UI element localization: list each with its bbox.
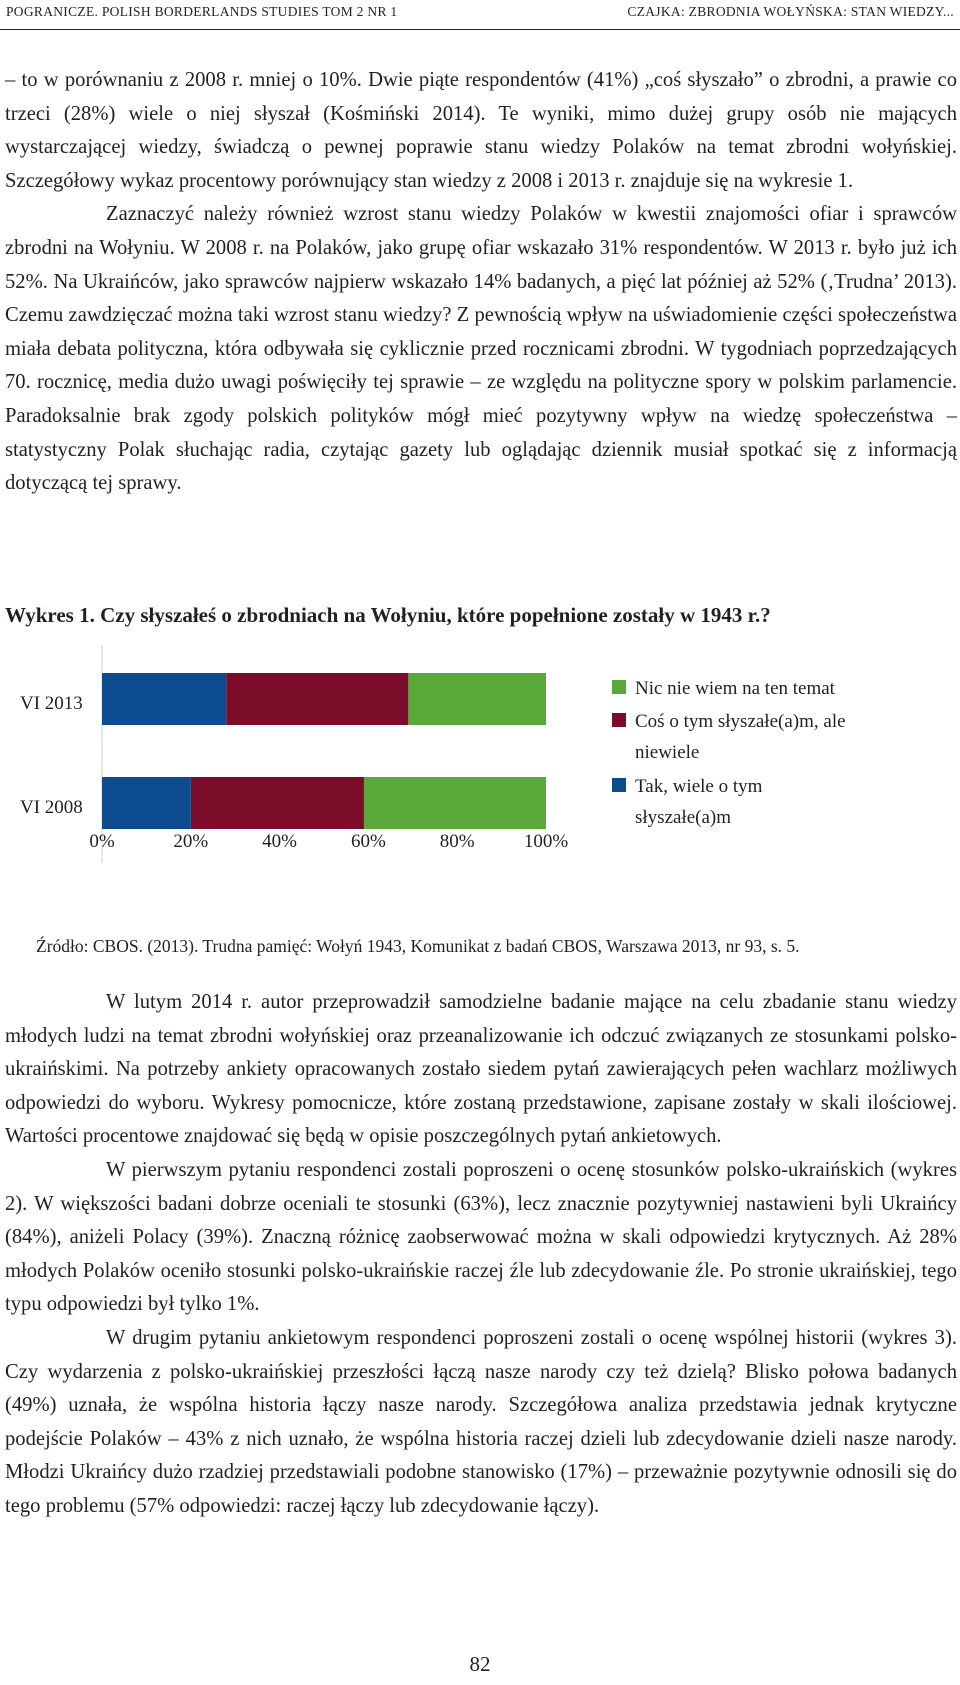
bar-2008-nic — [364, 777, 546, 829]
x-tick-label: 20% — [173, 831, 209, 852]
figure-source: Źródło: CBOS. (2013). Trudna pamięć: Wołyń 1943, Komunikat z badań CBOS, Warszawa 2013, nr 93, s. 5. — [36, 936, 800, 956]
page-number: 82 — [469, 1652, 491, 1676]
x-tick-label: 60% — [350, 831, 386, 852]
x-tick-label: 80% — [439, 831, 475, 852]
legend-label-tak — [635, 776, 763, 828]
legend-label-line: słyszałe(a)m — [635, 807, 732, 828]
legend-label-cos — [635, 711, 846, 763]
body-text-bottom — [5, 986, 957, 1524]
legend-label-line: Tak, wiele o tym — [635, 776, 763, 797]
journal-title: POGRANICZE. POLISH BORDERLANDS STUDIES TOM 2 NR 1 — [6, 4, 398, 19]
x-tick-label: 0% — [89, 831, 115, 852]
x-tick-label: 100% — [523, 831, 569, 852]
bar-2013-nic — [408, 673, 546, 725]
paragraph: Zaznaczyć należy również wzrost stanu wiedzy Polaków w kwestii znajomości ofiar i sprawców zbrodni na Wołyniu. W 2008 r. na Polaków, jako grupę ofiar wskazało 31% respondentów. W 2013 r. było już ich 52%. Na Ukraińców, jako sprawców najpierw wskazało 14% badanych, a pięć lat później aż 52% (‚Trudna’ 2013). Czemu zawdzięczać można taki wzrost stanu wiedzy? Z pewnością wpływ na uświadomienie części społeczeństwa miała debata polityczna, która odbywała się cyklicznie przed rocznicami zbrodni. W tygodniach poprzedzających 70. rocznicę, media dużo uwagi poświęciły tej sprawie – ze względu na polityczne spory w polskim parlamencie. Paradoksalnie brak zgody polskich polityków mógł mieć pozytywny wpływ na wiedzę społeczeństwa – statystyczny Polak słuchając radia, czytając gazety lub oglądając dziennik musiał spotkać się z informacją dotyczącą tej sprawy. — [5, 203, 957, 495]
body-text-top — [5, 64, 957, 501]
bar-2013-cos — [226, 673, 408, 725]
legend-label-line: Coś o tym słyszałe(a)m, ale — [635, 711, 846, 732]
legend-swatch-tak — [612, 778, 626, 792]
bar-2013-tak — [102, 673, 226, 725]
legend-label-nic: Nic nie wiem na ten temat — [635, 678, 835, 699]
legend-label-line: niewiele — [635, 742, 700, 763]
paragraph: – to w porównaniu z 2008 r. mniej o 10%. Dwie piąte respondentów (41%) „coś słyszało” o zbrodni, a prawie co trzeci (28%) wiele o niej słyszał (Kośmiński 2014). Te wyniki, mimo dużej grupy osób nie mających wystarczającej wiedzy, świadczą o pewnej poprawie stanu wiedzy Polaków na temat zbrodni wołyńskiej. Szczegółowy wykaz procentowy porównujący stan wiedzy z 2008 i 2013 r. znajduje się na wykresie 1. — [5, 69, 957, 192]
stacked-bar-chart — [0, 640, 960, 930]
bar-2008-tak — [102, 777, 191, 829]
category-label-0: VI 2013 — [20, 693, 83, 714]
paragraph: W pierwszym pytaniu respondenci zostali poproszeni o ocenę stosunków polsko-ukraińskich (wykres 2). W większości badani dobrze oceniali te stosunki (63%), lecz znacznie pozytywniej nastawieni byli Ukraińcy (84%), aniżeli Polacy (39%). Znaczną różnicę zaobserwować można w skali odpowiedzi krytycznych. Aż 28% młodych Polaków oceniło stosunki polsko-ukraińskie raczej źle lub zdecydowanie źle. Po stronie ukraińskiej, tego typu odpowiedzi był tylko 1%. — [5, 1158, 957, 1316]
running-head — [0, 0, 960, 30]
figure-title: Wykres 1. Czy słyszałeś o zbrodniach na Wołyniu, które popełnione zostały w 1943 r.? — [5, 603, 771, 627]
legend-swatch-cos — [612, 713, 626, 727]
bar-2008-cos — [191, 777, 364, 829]
article-running-title: CZAJKA: ZBRODNIA WOŁYŃSKA: STAN WIEDZY... — [627, 4, 954, 19]
paragraph: W lutym 2014 r. autor przeprowadził samodzielne badanie mające na celu zbadanie stanu wiedzy młodych ludzi na temat zbrodni wołyńskiej oraz przeanalizowanie ich odczuć związanych ze stosunkami polsko-ukraińskimi. Na potrzeby ankiety opracowanych zostało siedem pytań zawierających pełen wachlarz możliwych odpowiedzi do wyboru. Wykresy pomocnicze, które zostaną przedstawione, zapisane zostały w skali ilościowej. Wartości procentowe znajdować się będą w opisie poszczególnych pytań ankietowych. — [5, 991, 957, 1148]
legend-swatch-nic — [612, 680, 626, 694]
paragraph: W drugim pytaniu ankietowym respondenci poproszeni zostali o ocenę wspólnej historii (wykres 3). Czy wydarzenia z polsko-ukraińskiej przeszłości łączą nasze narody czy też dzielą? Blisko połowa badanych (49%) uznała, że wspólna historia łączy nasze narody. Szczegółowa analiza przedstawia jednak krytyczne podejście Polaków – 43% z nich uznało, że wspólna historia raczej dzieli lub zdecydowanie dzieli nasze narody. Młodzi Ukraińcy dużo rzadziej przedstawiali podobne stanowisko (17%) – przeważnie pozytywnie odnosili się do tego problemu (57% odpowiedzi: raczej łączy lub zdecydowanie łączy). — [5, 1326, 957, 1517]
category-label-1: VI 2008 — [20, 797, 83, 818]
x-tick-label: 40% — [262, 831, 298, 852]
